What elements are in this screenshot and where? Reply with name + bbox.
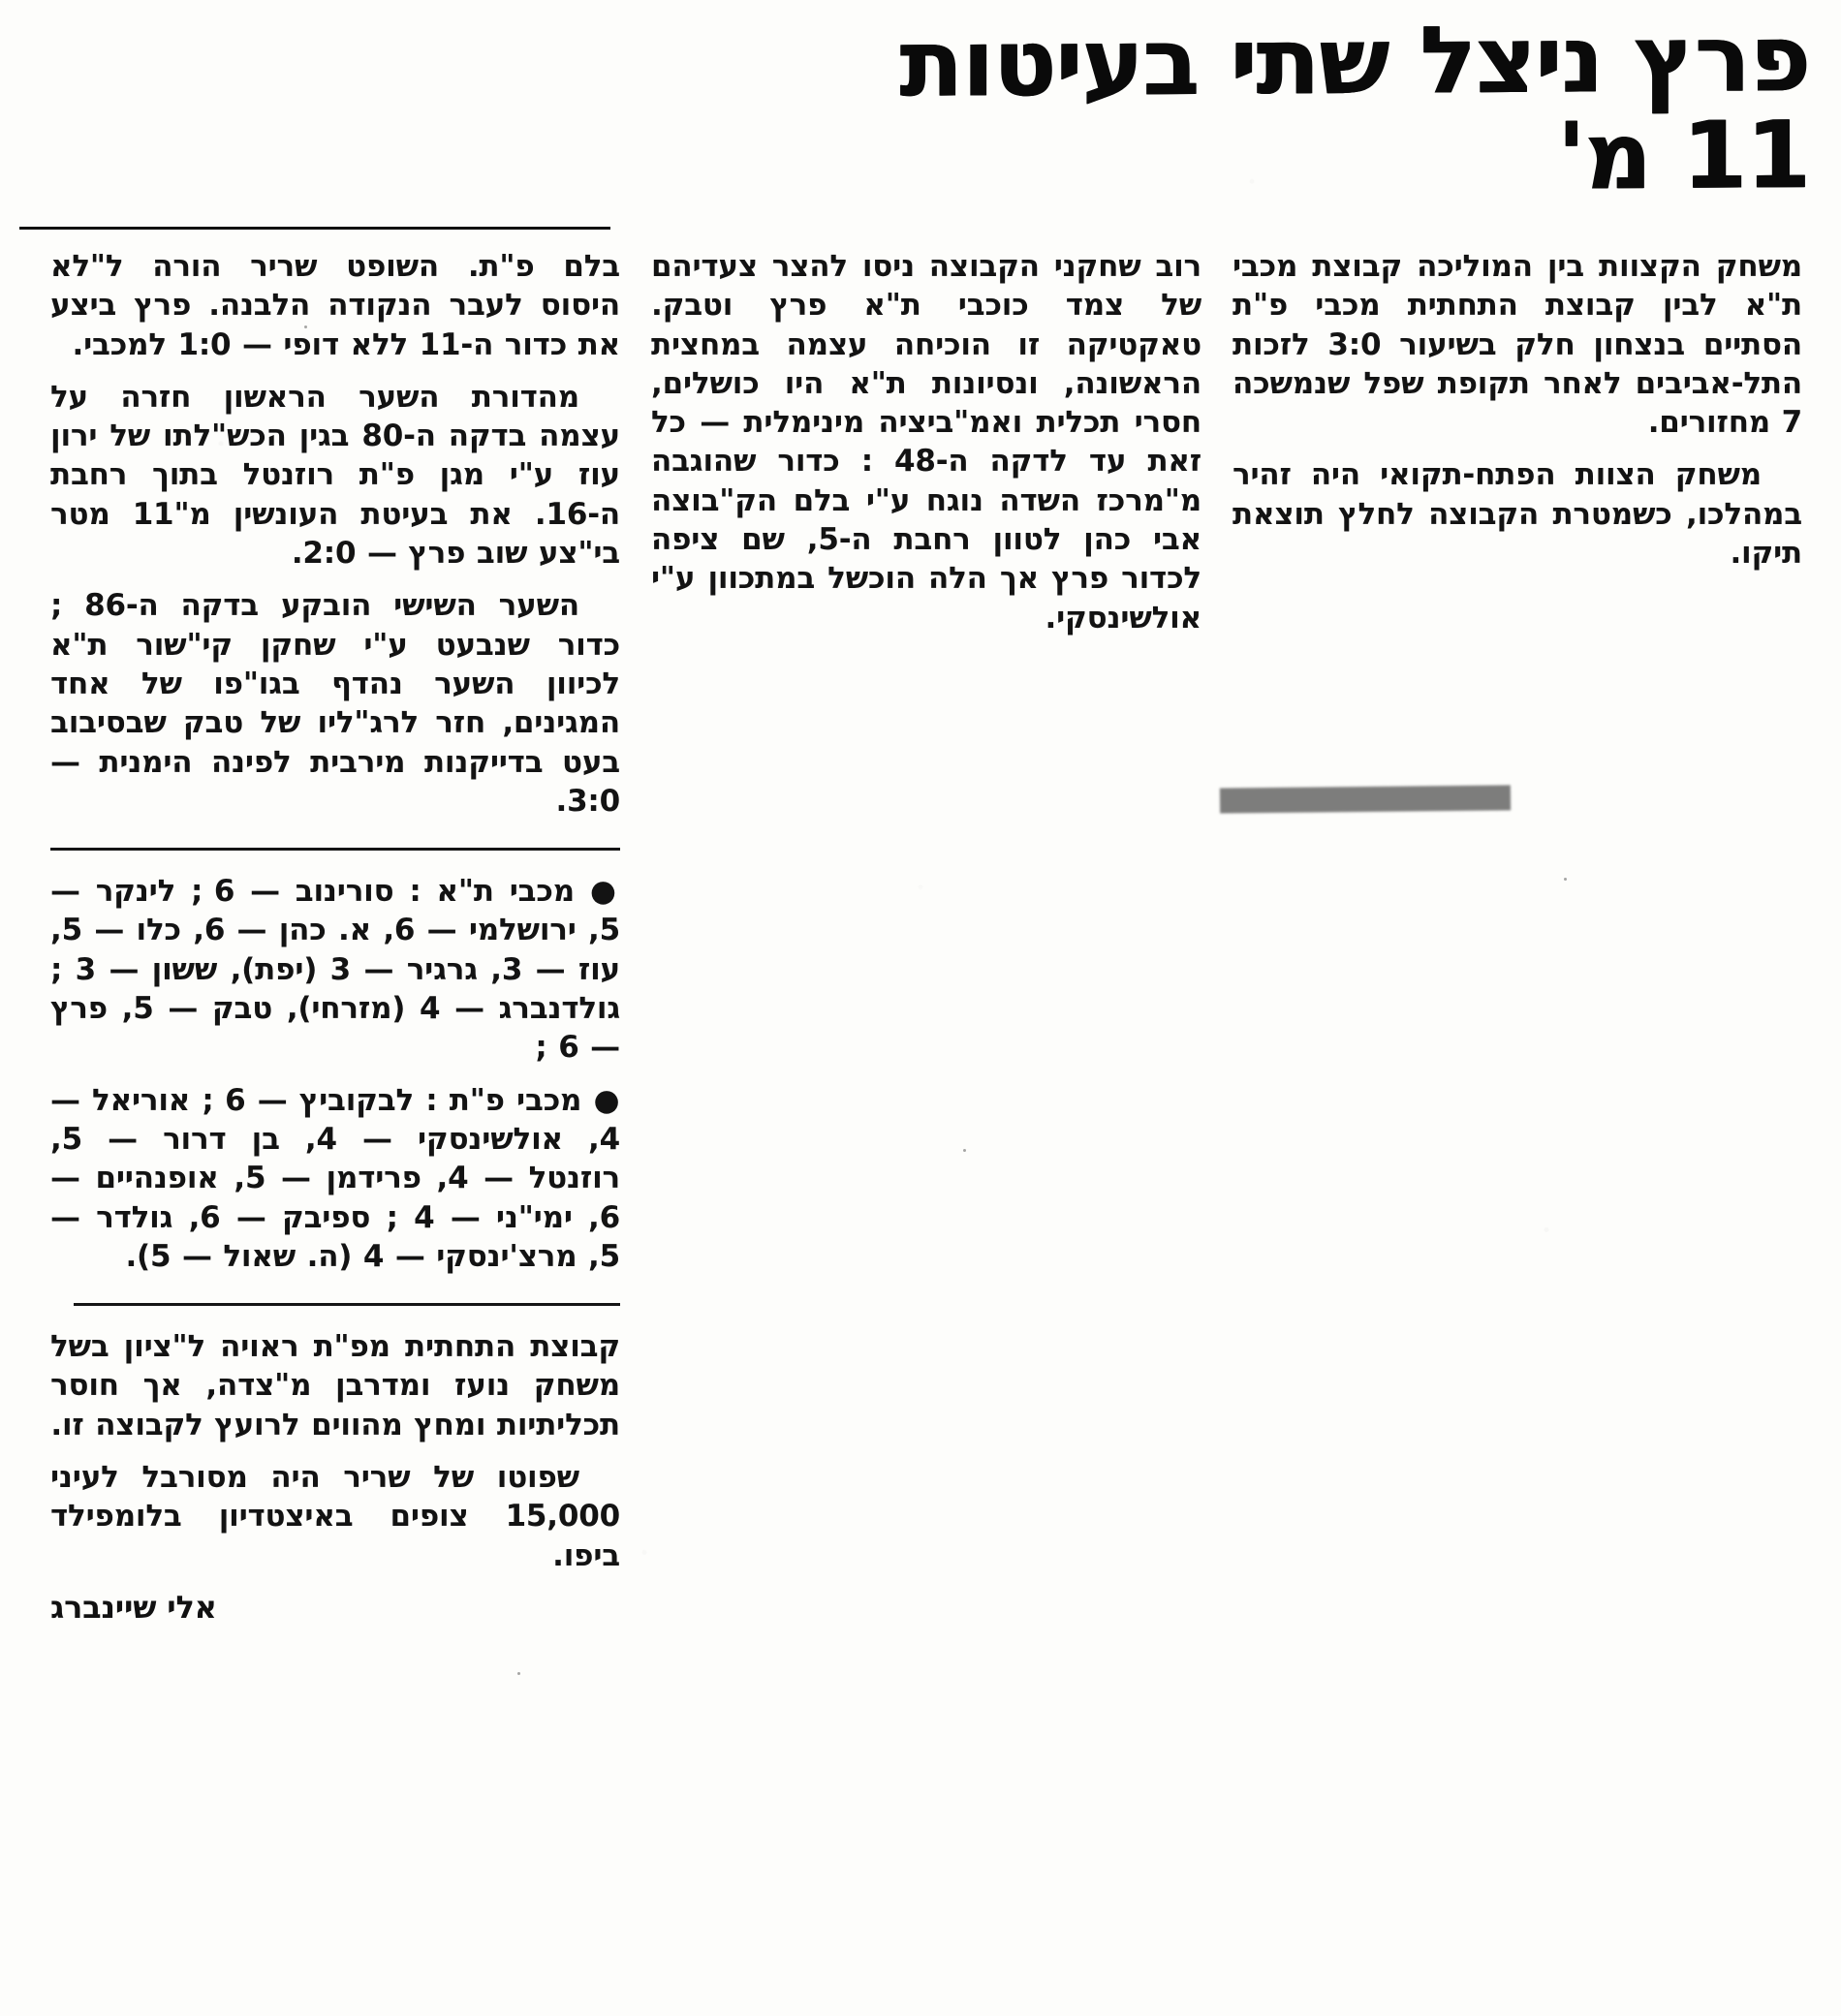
ink-smudge [1220, 785, 1511, 813]
lineup-item [50, 872, 620, 1067]
page-title [14, 6, 1827, 212]
paper-speck [1564, 878, 1567, 881]
team-players-maccabi-ta: סורינוב — 6 ; לינקר — 5, ירושלמי — 6, א. כהן — 6, כלו — 5, עוז — 3, גרגיר — 3 (יפת), ששון — 3 ; גולדנברג — 4 (מזרחי), טבק — 5, פרץ — 6 ; [50, 874, 621, 1066]
lineup-item [50, 1081, 620, 1276]
paragraph: מהדורת השער הראשון חזרה על עצמה בדקה ה-80 בגין הכש"לתו של ירון עוז ע"י מגן פ"ת רוזנטל בתוך רחבת ה-16. את בעיטת העונשין מ"11 מטר בי"צע שוב פרץ — 2:0. [50, 379, 620, 572]
paragraph: בלם פ"ת. השופט שריר הורה ל"לא היסוס לעבר הנקודה הלבנה. פרץ ביצע את כדור ה-11 ללא דופי — 1:0 למכבי. [50, 249, 620, 362]
column-middle [636, 247, 1217, 651]
paragraph: רוב שחקני הקבוצה ניסו להצר צעדיהם של צמד כוכבי ת"א פרץ וטבק. טאקטיקה זו הוכיחה עצמה במחצית הראשונה, ונסיונות ת"א היו כושלים, חסרי תכלית ואמ"ביציה מינימלית — כל זאת עד לדקה ה-48 : כדור שהוגבה מ"מרכז השדה נוגח ע"י בלם הק"בוצה אבי כהן לטוון רחבת ה-5, שם ציפה לכדור פרץ אך הלה הוכשל במתכוון ע"י אולשינסקי. [651, 249, 1201, 636]
paragraph: קבוצת התחתית מפ"ת ראויה ל"ציון בשל משחק נועז ומדרבן מ"צדה, אך חוסר תכליתיות ומחץ מהווים לרועץ לקבוצה זו. [50, 1329, 620, 1442]
article-clipping [14, 6, 1827, 2007]
headline-line-2: 11 מ' [1557, 101, 1810, 211]
headline-line-1: פרץ ניצל שתי בעיטות [899, 4, 1810, 118]
paper-speck [517, 1672, 520, 1675]
lineups-section [50, 872, 620, 1276]
team-label-maccabi-ta: ● מכבי ת"א : [409, 874, 620, 910]
section-divider [74, 1303, 620, 1306]
article-columns [14, 230, 1827, 1626]
column-left [35, 247, 636, 1626]
column-right [1217, 247, 1818, 586]
paper-speck [963, 1149, 966, 1152]
byline: אלי שיינברג [50, 1588, 217, 1626]
paragraph: משחק הצוות הפתח-תקואי היה זהיר במהלכו, כשמטרת הקבוצה לחלץ תוצאת תיקו. [1233, 457, 1802, 572]
paper-speck [304, 326, 307, 328]
section-divider [50, 848, 620, 851]
paragraph: השער השישי הובקע בדקה ה-86 ; כדור שנבעט ע"י שחקן קי"שור ת"א לכיוון השער נהדף בגו"פו של אחד המגינים, חזר לרג"ליו של טבק שבסיבוב בעט בדייקנות מירבית לפינה הימנית — 3:0. [50, 588, 620, 819]
paragraph: משחק הקצוות בין המוליכה קבוצת מכבי ת"א לבין קבוצת התחתית מכבי פ"ת הסתיים בנצחון חלק בשיעור 3:0 לזכות התל-אביבים לאחר תקופת שפל שנמשכה 7 מחזורים. [1233, 249, 1802, 441]
paragraph: שפוטו של שריר היה מסורבל לעיני 15,000 צופים באיצטדיון בלומפילד ביפו. [50, 1460, 620, 1573]
team-label-maccabi-pt: ● מכבי פ"ת : [425, 1082, 620, 1118]
team-players-maccabi-pt: לבקוביץ — 6 ; אוריאל — 4, אולשינסקי — 4, בן דרור — 5, רוזנטל — 4, פרידמן — 5, אופנהיים — 6, ימי"ני — 4 ; ספיבק — 6, גולדר — 5, מרצ'ינסקי — 4 (ה. שאול — 5). [50, 1082, 621, 1274]
